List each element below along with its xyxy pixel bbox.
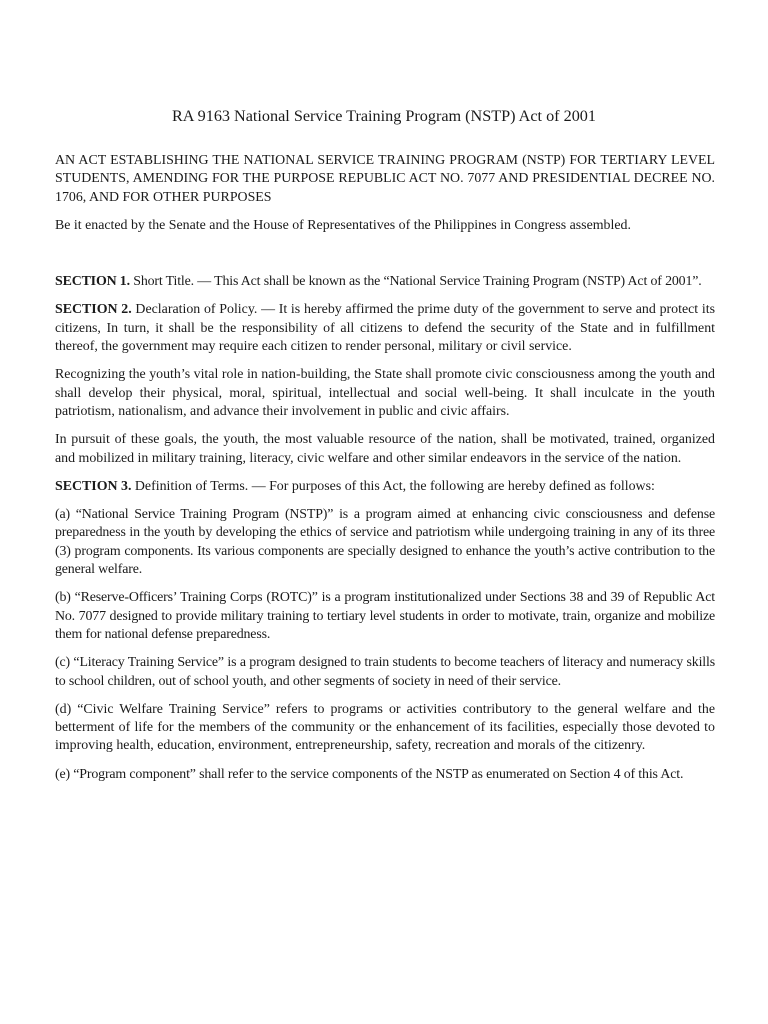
section-1-text: Short Title. — This Act shall be known as the “National Service Training Program (NSTP) Act of 2001”. — [129, 274, 702, 290]
document-title: RA 9163 National Service Training Program (NSTP) Act of 2001 — [172, 107, 596, 125]
section-2-paragraph-3: In pursuit of these goals, the youth, the most valuable resource of the nation, shall be motivated, trained, organized and mobilized in military training, literacy, civic welfare and other similar endeavors in the service of the nation. — [55, 432, 715, 466]
enacting-clause: Be it enacted by the Senate and the House of Representatives of the Philippines in Congress assembled. — [55, 217, 631, 233]
section-2 — [55, 301, 715, 356]
section-2-heading: SECTION 2. — [55, 302, 132, 318]
definition-c: (c) “Literacy Training Service” is a program designed to train students to become teachers of literacy and numeracy skills to school children, out of school youth, and other segments of society in need of their service. — [55, 655, 715, 689]
section-2-paragraph-2: Recognizing the youth’s vital role in nation-building, the State shall promote civic consciousness among the youth and shall develop their physical, moral, spiritual, intellectual and social well-being. It shall inculcate in the youth patriotism, nationalism, and advance their involvement in public and civic affairs. — [55, 367, 715, 419]
section-1 — [55, 273, 715, 291]
document-body — [55, 152, 715, 784]
section-3-heading: SECTION 3. — [55, 478, 132, 494]
section-3-text: Definition of Terms. — For purposes of this Act, the following are hereby defined as follows: — [131, 478, 655, 494]
definition-b: (b) “Reserve-Officers’ Training Corps (ROTC)” is a program institutionalized under Sections 38 and 39 of Republic Act No. 7077 designed to provide military training to tertiary level students in order to motivate, train, organize and mobilize them for national defense preparedness. — [55, 590, 715, 642]
section-2-text: Declaration of Policy. — It is hereby affirmed the prime duty of the government to serve and protect its citizens, In turn, it shall be the responsibility of all citizens to defend the security of the State and in fulfillment thereof, the government may require each citizen to render personal, military or civil service. — [55, 302, 715, 355]
section-3 — [55, 478, 715, 496]
act-preamble: AN ACT ESTABLISHING THE NATIONAL SERVICE TRAINING PROGRAM (NSTP) FOR TERTIARY LEVEL STUDENTS, AMENDING FOR THE PURPOSE REPUBLIC ACT NO. 7077 AND PRESIDENTIAL DECREE NO. 1706, AND FOR OTHER PURPOSES — [55, 153, 715, 205]
definition-a: (a) “National Service Training Program (NSTP)” is a program aimed at enhancing civic consciousness and defense preparedness in the youth by developing the ethics of service and patriotism while undergoing training in any of its three (3) program components. Its various components are specially designed to enhance the youth’s active contribution to the general welfare. — [55, 507, 715, 578]
definition-d: (d) “Civic Welfare Training Service” refers to programs or activities contributory to the general welfare and the betterment of life for the members of the community or the enhancement of its facilities, especially those devoted to improving health, education, environment, entrepreneurship, safety, recreation and morals of the citizenry. — [55, 701, 715, 754]
section-1-heading: SECTION 1. — [55, 274, 130, 290]
definition-e: (e) “Program component” shall refer to the service components of the NSTP as enumerated on Section 4 of this Act. — [55, 766, 684, 782]
